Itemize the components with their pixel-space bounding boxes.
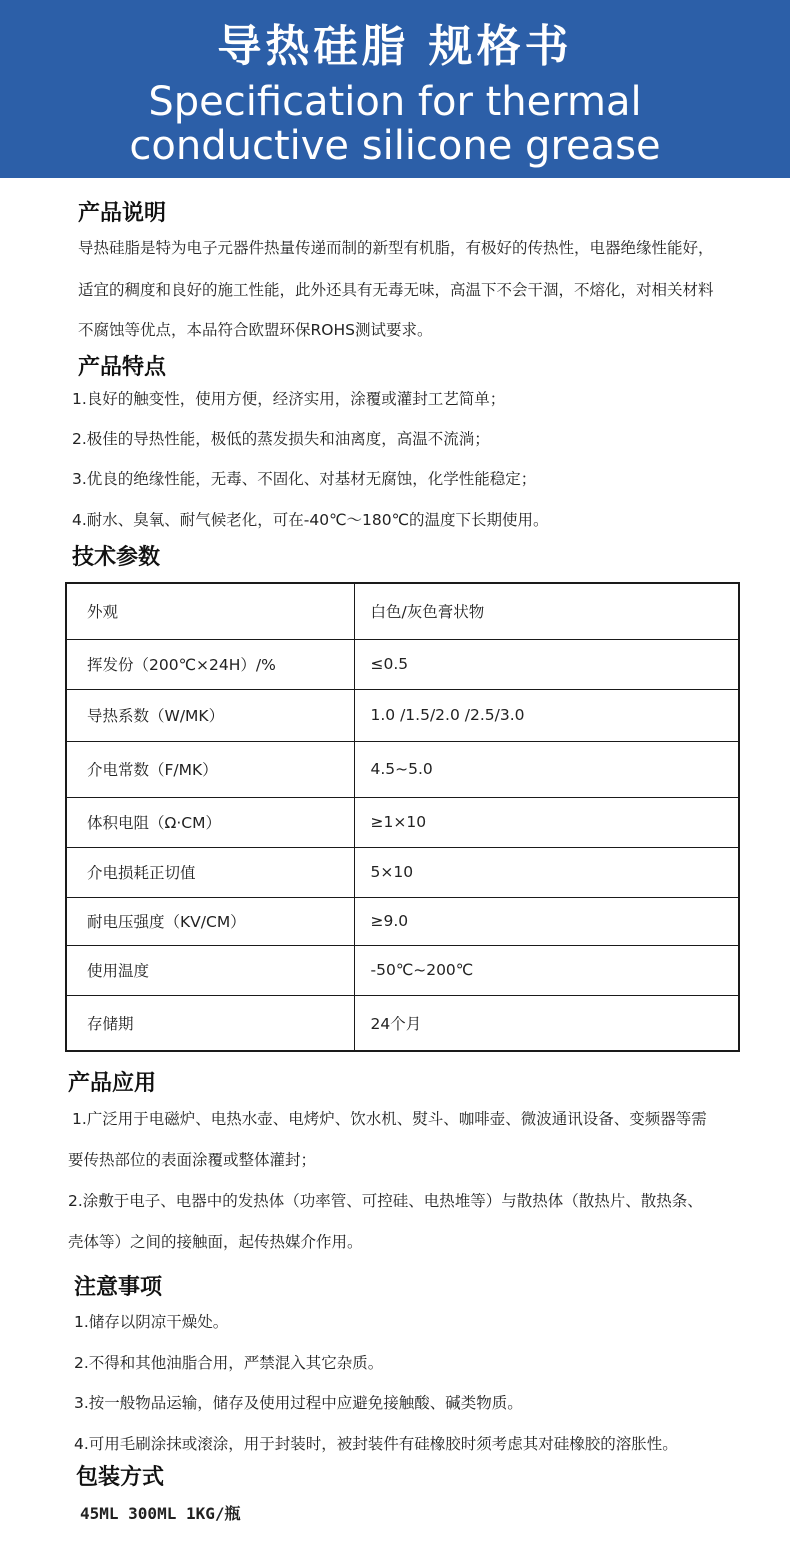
application-line: 1.广泛用于电磁炉、电热水壶、电烤炉、饮水机、熨斗、咖啡壶、微波通讯设备、变频器等需 — [72, 1110, 707, 1128]
spec-row — [66, 995, 739, 1051]
application-line: 壳体等）之间的接触面，起传热媒介作用。 — [68, 1233, 363, 1251]
note-item: 2.不得和其他油脂合用，严禁混入其它杂质。 — [74, 1354, 384, 1372]
spec-row — [66, 847, 739, 897]
spec-label: 导热系数（W/MK） — [66, 689, 354, 741]
description-line: 适宜的稠度和良好的施工性能，此外还具有无毒无味，高温下不会干涸，不熔化，对相关材料 — [78, 281, 714, 299]
spec-row — [66, 945, 739, 995]
spec-row — [66, 797, 739, 847]
feature-item: 3.优良的绝缘性能，无毒、不固化、对基材无腐蚀，化学性能稳定； — [72, 470, 537, 488]
spec-table — [65, 582, 740, 1052]
spec-value: ≥9.0 — [354, 897, 739, 945]
page-title-en-line1: Specification for thermal — [148, 79, 642, 125]
spec-label: 体积电阻（Ω·CM） — [66, 797, 354, 847]
spec-value: 白色/灰色膏状物 — [354, 583, 739, 639]
spec-value: ≥1×10 — [354, 797, 739, 847]
feature-item: 1.良好的触变性，使用方便，经济实用，涂覆或灌封工艺简单； — [72, 390, 506, 408]
spec-label: 介电常数（F/MK） — [66, 741, 354, 797]
page-title-en — [0, 80, 790, 168]
spec-row — [66, 689, 739, 741]
spec-value: 5×10 — [354, 847, 739, 897]
description-line: 导热硅脂是特为电子元器件热量传递而制的新型有机脂，有极好的传热性，电器绝缘性能好， — [78, 239, 714, 257]
spec-label: 介电损耗正切值 — [66, 847, 354, 897]
specs-heading: 技术参数 — [72, 545, 161, 570]
note-item: 1.储存以阴凉干燥处。 — [74, 1313, 229, 1331]
spec-row — [66, 639, 739, 689]
application-line: 2.涂敷于电子、电器中的发热体（功率管、可控硅、电热堆等）与散热体（散热片、散热条、 — [68, 1192, 703, 1210]
note-item: 4.可用毛刷涂抹或滚涂，用于封装时，被封装件有硅橡胶时须考虑其对硅橡胶的溶胀性。 — [74, 1435, 678, 1453]
header-banner — [0, 0, 790, 178]
features-heading: 产品特点 — [78, 355, 167, 380]
spec-value: 4.5~5.0 — [354, 741, 739, 797]
application-line: 要传热部位的表面涂覆或整体灌封； — [68, 1151, 317, 1169]
spec-row — [66, 741, 739, 797]
feature-item: 2.极佳的导热性能，极低的蒸发损失和油离度，高温不流淌； — [72, 430, 490, 448]
notes-heading: 注意事项 — [74, 1275, 163, 1300]
applications-heading: 产品应用 — [68, 1071, 157, 1096]
spec-value: ≤0.5 — [354, 639, 739, 689]
note-item: 3.按一般物品运输，储存及使用过程中应避免接触酸、碱类物质。 — [74, 1394, 523, 1412]
spec-label: 耐电压强度（KV/CM） — [66, 897, 354, 945]
spec-value: 1.0 /1.5/2.0 /2.5/3.0 — [354, 689, 739, 741]
feature-item: 4.耐水、臭氧、耐气候老化，可在-40℃～180℃的温度下长期使用。 — [72, 511, 549, 529]
packaging-heading: 包装方式 — [76, 1465, 165, 1490]
spec-label: 存储期 — [66, 995, 354, 1051]
description-heading: 产品说明 — [78, 201, 167, 226]
spec-label: 外观 — [66, 583, 354, 639]
page-title-en-line2: conductive silicone grease — [129, 123, 661, 169]
description-line: 不腐蚀等优点，本品符合欧盟环保ROHS测试要求。 — [78, 321, 433, 339]
spec-row — [66, 897, 739, 945]
spec-label: 挥发份（200℃×24H）/% — [66, 639, 354, 689]
spec-label: 使用温度 — [66, 945, 354, 995]
packaging-text: 45ML 300ML 1KG/瓶 — [80, 1504, 241, 1523]
spec-value: 24个月 — [354, 995, 739, 1051]
spec-value: -50℃~200℃ — [354, 945, 739, 995]
page-title-cn: 导热硅脂 规格书 — [217, 21, 573, 72]
spec-row — [66, 583, 739, 639]
